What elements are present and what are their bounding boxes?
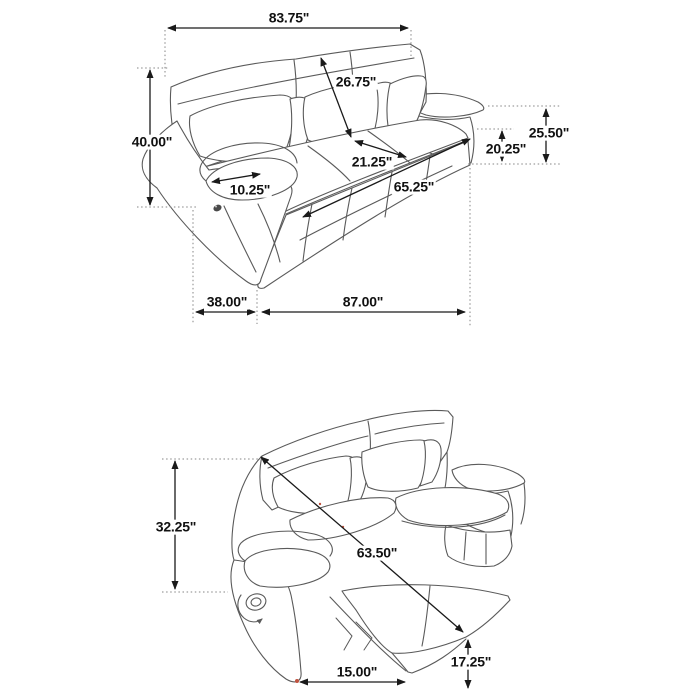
dim-label-back-width: 83.75" (268, 9, 310, 26)
dim-label-overall-height: 40.00" (131, 133, 173, 150)
dim-label-recline-depth: 63.50" (356, 544, 398, 561)
dim-label-seat-to-arm: 20.25" (485, 140, 527, 157)
dim-label-arm-height: 25.50" (528, 124, 570, 141)
dim-label-overall-width: 87.00" (342, 293, 384, 310)
dim-label-overall-depth: 38.00" (206, 293, 248, 310)
bottom-sofa-base (445, 525, 512, 567)
dim-label-footrest-clearance: 15.00" (336, 663, 378, 680)
dim-label-loveseat-back-height: 32.25" (155, 518, 197, 535)
bottom-sofa-right-arm-pad (452, 464, 525, 491)
seam-marker-dot (319, 503, 321, 505)
foot-marker-dot (295, 679, 299, 683)
dim-label-arm-width: 10.25" (229, 181, 271, 198)
dim-label-back-diagonal: 26.75" (335, 73, 377, 90)
dim-label-footrest-height: 17.25" (450, 653, 492, 670)
bottom-sofa-left-arm-pad (244, 549, 330, 588)
dim-label-seat-width: 65.25" (393, 178, 435, 195)
dim-label-seat-depth: 21.25" (351, 153, 393, 170)
